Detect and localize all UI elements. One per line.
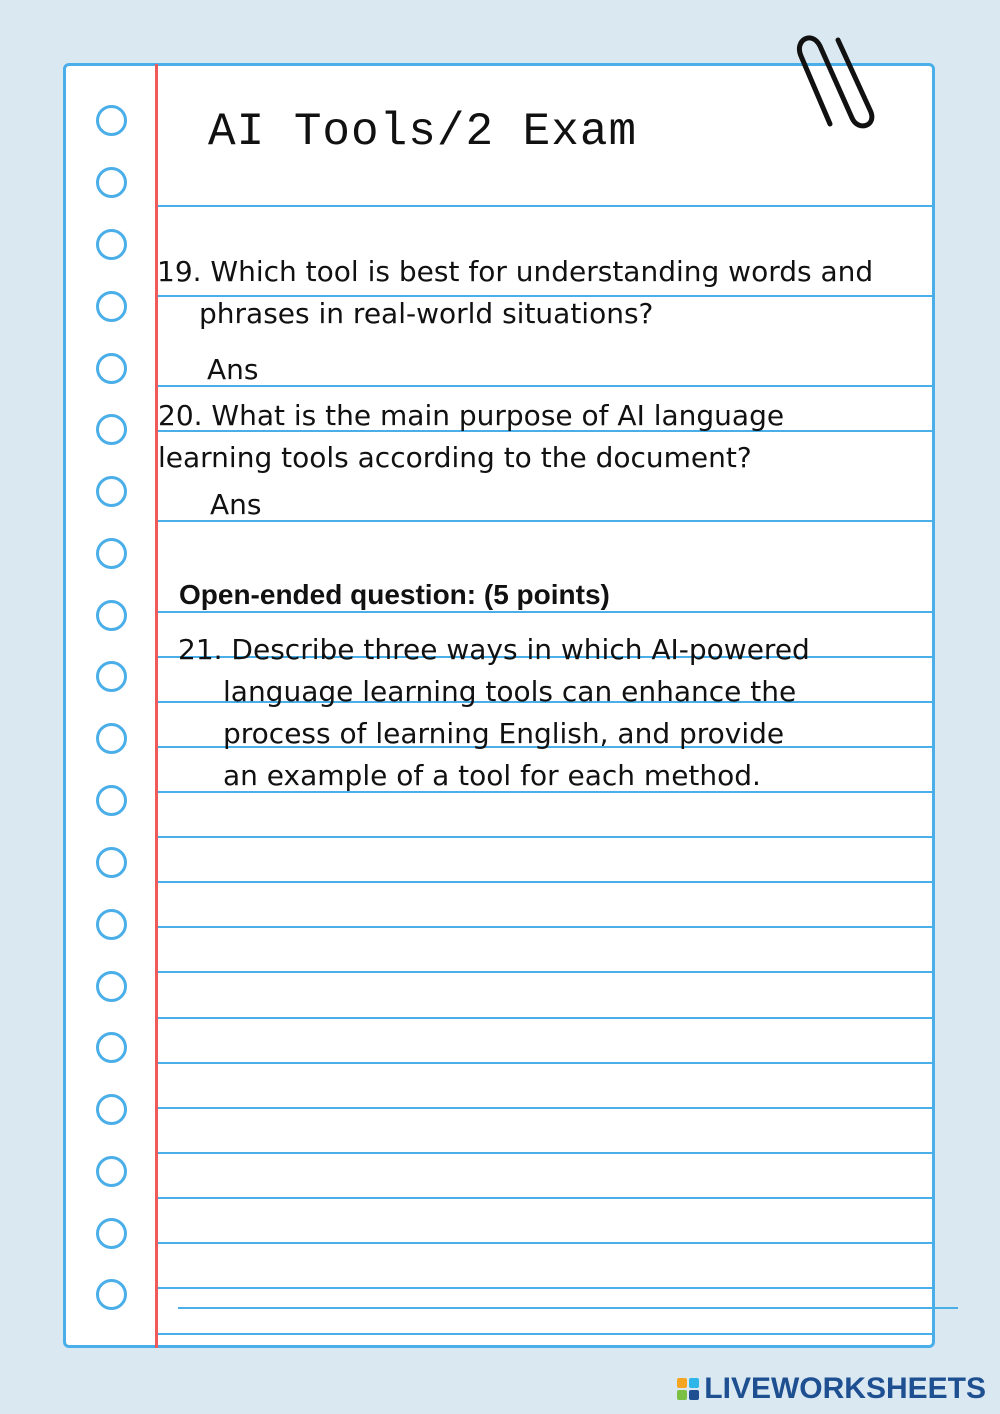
binder-hole (96, 971, 127, 1002)
ruled-line (158, 1287, 935, 1289)
binder-hole (96, 600, 127, 631)
liveworksheets-logo[interactable] (676, 1372, 986, 1406)
liveworksheets-logo-icon (676, 1377, 700, 1401)
question-21-line-1: 21. Describe three ways in which AI-powered (178, 633, 810, 666)
question-20-line-1: 20. What is the main purpose of AI language (158, 399, 785, 432)
ruled-line (158, 1197, 935, 1199)
ruled-line (158, 1242, 935, 1244)
ruled-line (158, 1333, 935, 1335)
binder-hole (96, 847, 127, 878)
binder-hole (96, 661, 127, 692)
binder-hole (96, 476, 127, 507)
binder-hole (96, 538, 127, 569)
question-21-line-2: language learning tools can enhance the (223, 675, 797, 708)
binder-hole (96, 353, 127, 384)
binder-hole (96, 1279, 127, 1310)
liveworksheets-wordmark: LIVEWORKSHEETS (704, 1372, 986, 1405)
binder-hole (96, 1032, 127, 1063)
page-title: AI Tools/2 Exam (208, 106, 638, 158)
ruled-line (158, 881, 935, 883)
ruled-line (158, 1107, 935, 1109)
binder-hole (96, 1156, 127, 1187)
ruled-line (178, 1307, 958, 1309)
ruled-line (158, 520, 935, 522)
answer-19-label[interactable]: Ans (207, 353, 259, 386)
binder-hole (96, 167, 127, 198)
question-21-line-3: process of learning English, and provide (223, 717, 785, 750)
binder-hole (96, 229, 127, 260)
question-20-line-2: learning tools according to the document? (158, 441, 752, 474)
answer-20-label[interactable]: Ans (210, 488, 262, 521)
binder-hole (96, 291, 127, 322)
ruled-line (158, 926, 935, 928)
binder-hole (96, 723, 127, 754)
ruled-line (158, 836, 935, 838)
ruled-line (158, 1017, 935, 1019)
open-ended-heading: Open-ended question: (5 points) (179, 579, 610, 610)
question-21-line-4: an example of a tool for each method. (223, 759, 761, 792)
question-19-line-2: phrases in real-world situations? (199, 297, 654, 330)
binder-hole (96, 785, 127, 816)
binder-hole (96, 1218, 127, 1249)
ruled-line (158, 1062, 935, 1064)
question-19-line-1: 19. Which tool is best for understanding words and (157, 255, 874, 288)
ruled-line (158, 205, 935, 207)
ruled-line (158, 385, 935, 387)
binder-hole (96, 105, 127, 136)
ruled-line (158, 971, 935, 973)
binder-hole (96, 1094, 127, 1125)
ruled-line (158, 1152, 935, 1154)
paperclip-icon (790, 28, 890, 138)
binder-hole (96, 414, 127, 445)
binder-hole (96, 909, 127, 940)
